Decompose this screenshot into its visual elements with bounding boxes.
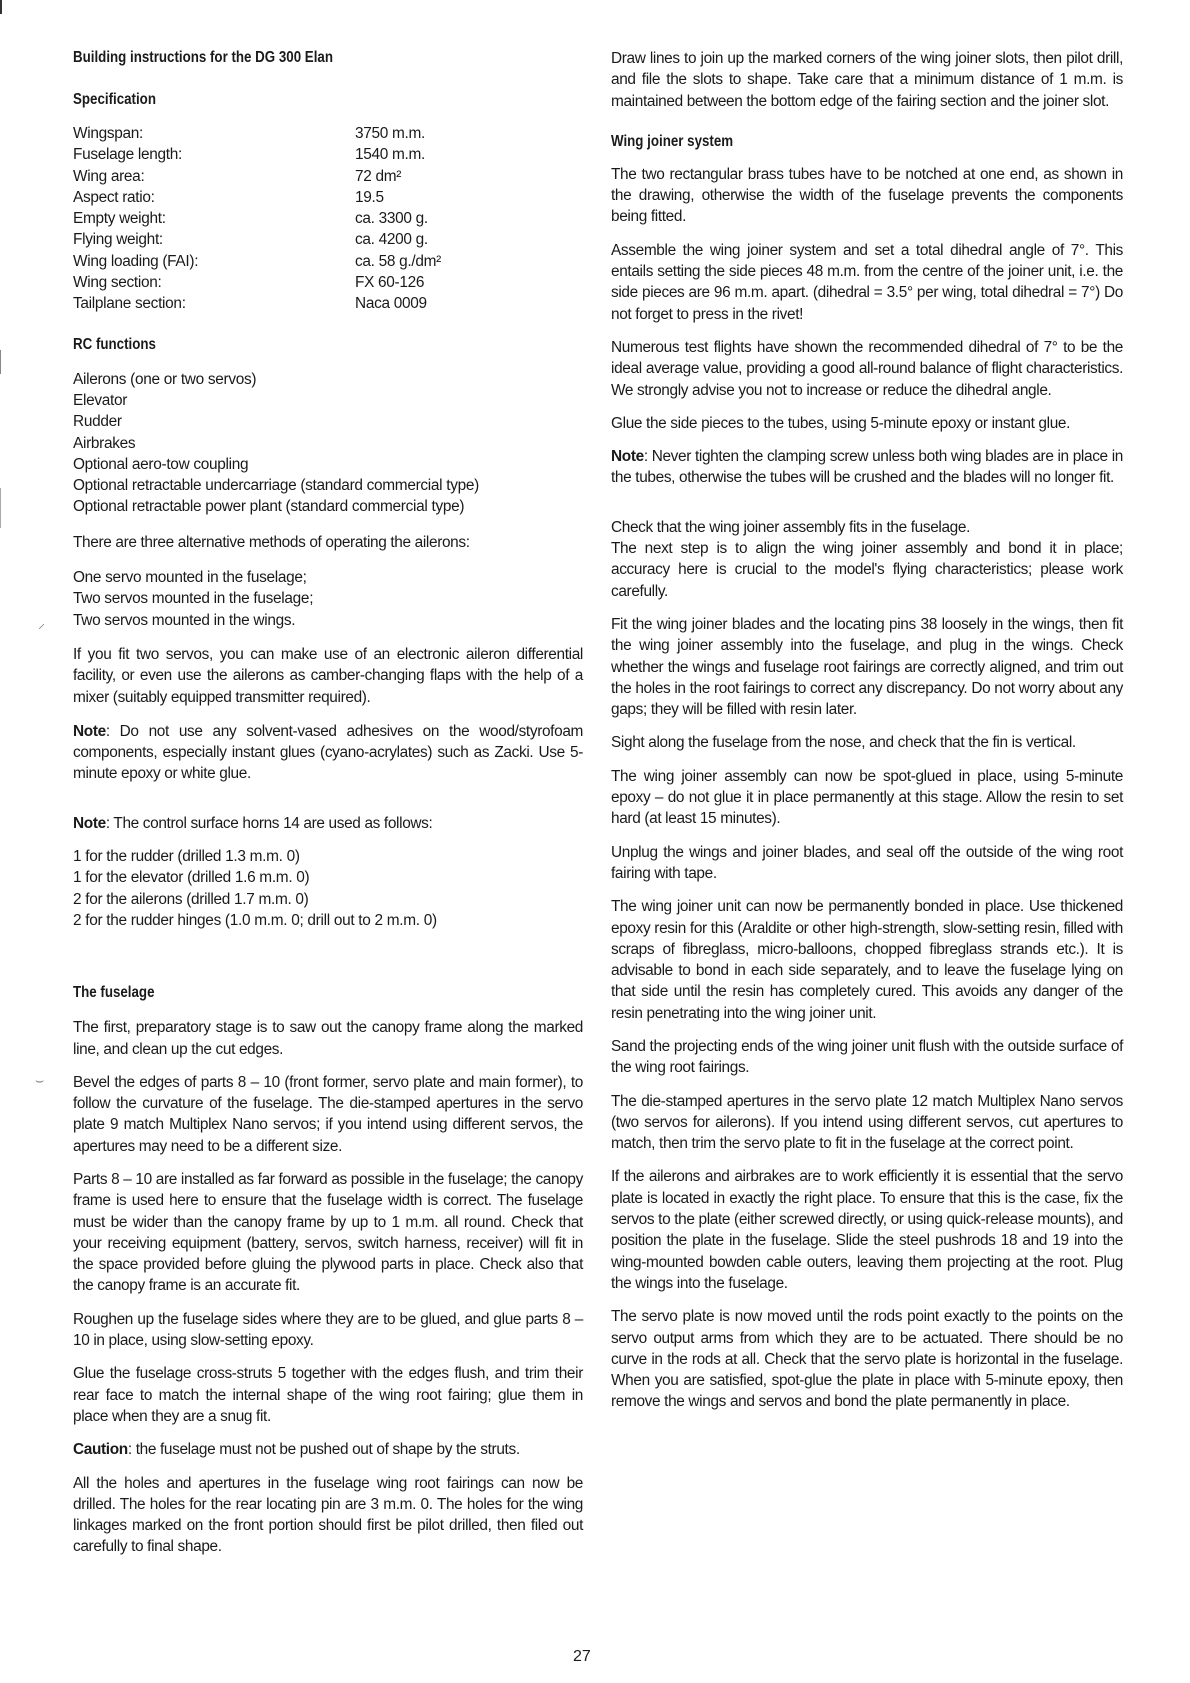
wing-joiner-paragraph: Sight along the fuselage from the nose, and check that the fin is vertical. [611,734,1076,752]
spec-row: Wing section: FX 60-126 [73,274,425,292]
spec-row: Wing area: 72 dm² [73,167,402,185]
wing-joiner-paragraph: The two rectangular brass tubes have to be notched at one end, as shown in the drawing, otherwise the width of the fuselage prevents the components being fitted. [611,165,1123,226]
scan-edge-mark [0,0,2,14]
servo-plate-paragraph: The servo plate is now moved until the rods point exactly to the points on the servo output arms from which they are to be actuated. There should be no curve in the rods at all. Check that the servo plate is horizontal in the fuselage. When you are satisfied, spot-glue the plate in place with 5-minute epoxy, then remove the wings and servos and bond the plate permanently in place. [611,1308,1123,1411]
left-column [73,48,583,1558]
wing-joiner-paragraph: The wing joiner assembly can now be spot-glued in place, using 5-minute epoxy – do not glue it in place permanently at this stage. Allow the resin to set hard (at least 15 minutes). [611,767,1123,828]
caution-note: Caution: the fuselage must not be pushed out of shape by the struts. [73,1441,520,1459]
list-item: Two servos mounted in the fuselage; [73,590,314,608]
rc-functions-heading: RC functions [73,335,156,353]
caution-label: Caution [73,1441,128,1459]
adhesive-note: Note: Do not use any solvent-vased adhesives on the wood/styrofoam components, especially instant glues (cyano-acrylates) such as Zacki. Use 5-minute epoxy or white glue. [73,722,583,783]
fuselage-heading: The fuselage [73,984,155,1002]
fuselage-paragraph: The first, preparatory stage is to saw out the canopy frame along the marked line, and clean up the cut edges. [73,1019,583,1058]
scan-edge-mark [0,488,1,528]
fuselage-paragraph: Bevel the edges of parts 8 – 10 (front former, servo plate and main former), to follow the curvature of the fuselage. The die-stamped apertures in the servo plate 9 match Multiplex Nano servos; if you intend using different servos, the apertures may need to be a different size. [73,1073,583,1155]
spec-row: Tailplane section: Naca 0009 [73,295,427,313]
aileron-methods-list [73,567,583,631]
list-item: Ailerons (one or two servos) [73,370,257,388]
joiner-slots-paragraph: Draw lines to join up the marked corners of the wing joiner slots, then pilot drill, and file the slots to shape. Take care that a minimum distance of 1 m.m. is maintained between the bottom edge of the fairing section and the joiner slot. [611,50,1123,110]
wing-joiner-paragraph: The wing joiner unit can now be permanently bonded in place. Use thickened epoxy resin for this (Araldite or other high-strength, slow-setting resin, filled with scraps of fibreglass, micro-balloons, chopped fibreglass strands etc.). It is advisable to bond in each side separately, and to leave the fuselage lying on that side until the resin has completely cured. This avoids any danger of the resin penetrating into the wing joiner unit. [611,898,1123,1022]
note-label: Note [73,814,106,832]
two-servos-paragraph: If you fit two servos, you can make use of an electronic aileron differential facility, or even use the ailerons as camber-changing flaps with the help of a mixer (suitably equipped transmitter required). [73,645,583,706]
rc-functions-list [73,369,583,518]
fuselage-paragraph: All the holes and apertures in the fuselage wing root fairings can now be drilled. The holes for the rear locating pin are 3 m.m. 0. The holes for the wing linkages marked on the front portion should first be pilot drilled, then filed out carefully to final shape. [73,1474,583,1556]
wing-joiner-paragraph: Assemble the wing joiner system and set a total dihedral angle of 7°. This entails setting the side pieces 48 m.m. from the centre of the joiner unit, i.e. the side pieces are 96 m.m. apart. (dihedral = 3.5° per wing, total dihedral = 7°) Do not forget to press in the rivet! [611,241,1123,323]
fuselage-paragraph: Roughen up the fuselage sides where they are to be glued, and glue parts 8 – 10 in place, using slow-setting epoxy. [73,1310,583,1350]
list-item: Two servos mounted in the wings. [73,611,296,629]
spec-row: Aspect ratio: 19.5 [73,188,384,206]
wing-joiner-paragraph: Numerous test flights have shown the recommended dihedral of 7° to be the ideal average value, providing a good all-round balance of flight characteristics. We strongly advise you not to increase or reduce the dihedral angle. [611,338,1123,399]
note-label: Note [611,448,644,466]
note-label: Note [73,722,106,740]
list-item: Elevator [73,391,128,409]
list-item: Airbrakes [73,434,136,452]
spec-row: Wing loading (FAI): ca. 58 g./dm² [73,252,441,270]
page-number: 27 [573,1648,591,1665]
fuselage-paragraph: Glue the fuselage cross-struts 5 together with the edges flush, and trim their rear face to match the internal shape of the wing root fairing; glue them in place when they are a snug fit. [73,1365,583,1425]
list-item: Optional retractable undercarriage (standard commercial type) [73,477,479,495]
wing-joiner-paragraph: Check that the wing joiner assembly fits in the fuselage. [611,518,971,536]
aileron-methods-intro: There are three alternative methods of operating the ailerons: [73,533,470,551]
specification-heading: Specification [73,91,156,108]
wing-joiner-paragraph: Glue the side pieces to the tubes, using 5-minute epoxy or instant glue. [611,414,1071,432]
wing-joiner-paragraph: Sand the projecting ends of the wing joiner unit flush with the outside surface of the wing root fairings. [611,1037,1123,1077]
list-item: One servo mounted in the fuselage; [73,569,307,587]
spec-row: Flying weight: ca. 4200 g. [73,231,428,249]
list-item: 2 for the rudder hinges (1.0 m.m. 0; drill out to 2 m.m. 0) [73,911,437,929]
spec-row: Wingspan: 3750 m.m. [73,125,426,142]
horns-note: Note: The control surface horns 14 are used as follows: [73,814,433,832]
wing-joiner-heading: Wing joiner system [611,132,734,150]
margin-mark: ⌣ [35,1072,45,1088]
list-item: 1 for the rudder (drilled 1.3 m.m. 0) [73,848,300,866]
spec-row: Empty weight: ca. 3300 g. [73,210,428,228]
list-item: Rudder [73,413,122,431]
list-item: 2 for the ailerons (drilled 1.7 m.m. 0) [73,890,309,908]
spec-row: Fuselage length: 1540 m.m. [73,146,426,164]
fuselage-paragraph: Parts 8 – 10 are installed as far forward as possible in the fuselage; the canopy frame is used here to ensure that the fuselage width is correct. The fuselage must be wider than the canopy frame by up to 1 m.m. all round. Check that your receiving equipment (battery, servos, switch harness, receiver) will fit in the space provided before gluing the plywood parts in place. Check also that the canopy frame is an accurate fit. [73,1170,583,1295]
specification-table [73,123,583,315]
clamping-note: Note: Never tighten the clamping screw unless both wing blades are in place in the tubes, otherwise the tubes will be crushed and the blades will no longer fit. [611,448,1123,487]
servo-plate-paragraph: If the ailerons and airbrakes are to work efficiently it is essential that the servo plate is located in exactly the right place. To ensure that this is the case, fix the servos to the plate (either screwed directly, or using quick-release mounts), and position the plate in the fuselage. Slide the steel pushrods 18 and 19 into the wing-mounted bowden cable outers, leaving them projecting at the root. Plug the wings into the fuselage. [611,1168,1123,1292]
document-title: Building instructions for the DG 300 Elan [73,49,333,66]
wing-joiner-paragraph: The next step is to align the wing joiner assembly and bond it in place; accuracy here is crucial to the model's flying characteristics; please work carefully. [611,540,1123,600]
list-item: Optional retractable power plant (standard commercial type) [73,498,465,516]
right-column [611,48,1123,1413]
servo-plate-paragraph: The die-stamped apertures in the servo plate 12 match Multiplex Nano servos (two servos for ailerons). If you intend using different servos, cut apertures to match, then trim the servo plate to fit in the fuselage at the correct point. [611,1092,1123,1153]
margin-mark: ⸝ [38,615,45,631]
scan-edge-mark [0,350,1,374]
wing-joiner-paragraph: Unplug the wings and joiner blades, and seal off the outside of the wing root fairing with tape. [611,843,1123,882]
list-item: Optional aero-tow coupling [73,455,249,473]
list-item: 1 for the elevator (drilled 1.6 m.m. 0) [73,869,310,887]
horns-list [73,846,583,931]
wing-joiner-paragraph: Fit the wing joiner blades and the locating pins 38 loosely in the wings, then fit the wing joiner assembly into the fuselage, and plug in the wings. Check whether the wings and fuselage root fairings are correctly aligned, and trim out the holes in the root fairings to correct any discrepancy. Do not worry about any gaps; they will be filled with resin later. [611,615,1123,719]
